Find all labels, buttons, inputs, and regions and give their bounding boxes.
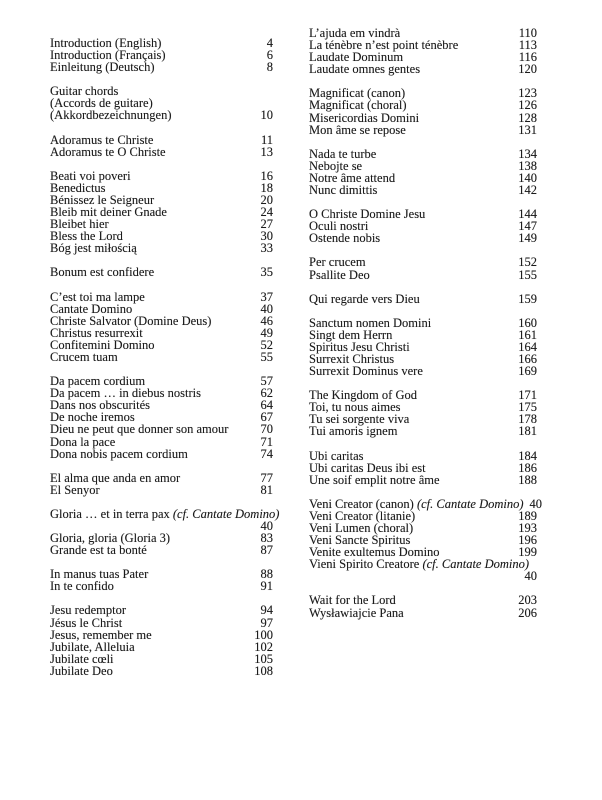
entry-page-number: 189 [518, 508, 537, 523]
entry-page-number: 102 [254, 639, 273, 654]
toc-entry [50, 291, 273, 303]
entry-page-number: 87 [260, 543, 273, 558]
toc-entry [309, 184, 537, 196]
entry-title: Introduction (Français) [50, 48, 166, 63]
entry-page-number: 159 [518, 291, 537, 306]
toc-entry [309, 256, 537, 268]
toc-entry [50, 629, 273, 641]
entry-page-number: 175 [518, 400, 537, 415]
entry-title: Ostende nobis [309, 231, 381, 246]
entry-title: Per crucem [309, 255, 366, 270]
entry-title: Jubilate Deo [50, 663, 113, 678]
toc-group [309, 317, 537, 377]
entry-page-number: 144 [518, 207, 537, 222]
entry-title: Venite exultemus Domino [309, 545, 440, 560]
toc-entry [50, 109, 273, 121]
entry-title: Wait for the Lord [309, 593, 396, 608]
toc-entry [309, 293, 537, 305]
entry-title: Bonum est confidere [50, 265, 155, 280]
entry-page-number: 91 [260, 579, 273, 594]
entry-title: Christus resurrexit [50, 325, 143, 340]
entry-title: Dona la pace [50, 434, 116, 449]
entry-title: Da pacem cordium [50, 374, 146, 389]
entry-page-number: 70 [260, 422, 273, 437]
entry-title: Magnificat (choral) [309, 98, 407, 113]
entry-page-number: 71 [260, 434, 273, 449]
entry-page-number: 113 [518, 38, 537, 53]
entry-title: Bless the Lord [50, 229, 123, 244]
entry-title: Christe Salvator (Domine Deus) [50, 313, 212, 328]
entry-title: Laudate Dominum [309, 50, 404, 65]
entry-title: Singt dem Herrn [309, 327, 393, 342]
toc-group [309, 87, 537, 135]
toc-group [50, 134, 273, 158]
entry-page-number: 140 [518, 170, 537, 185]
entry-title: (Akkordbezeichnungen) [50, 108, 172, 123]
toc-entry [309, 365, 537, 377]
entry-title: Misericordias Domini [309, 110, 420, 125]
entry-page-number: 20 [260, 192, 273, 207]
entry-page-number: 110 [518, 26, 537, 40]
toc-group [309, 256, 537, 280]
entry-page-number: 149 [518, 231, 537, 246]
toc-group [309, 389, 537, 437]
toc-group [50, 472, 273, 496]
entry-page-number: 64 [260, 398, 273, 413]
entry-page-number: 166 [518, 351, 537, 366]
entry-title: Psallite Deo [309, 267, 370, 282]
entry-page-number: 40 [524, 569, 537, 584]
toc-entry [50, 544, 273, 556]
toc-group [50, 85, 273, 121]
toc-entry [50, 146, 273, 158]
entry-page-number: 196 [518, 533, 537, 548]
entry-page-number: 35 [260, 265, 273, 280]
entry-page-number: 10 [260, 108, 273, 123]
entry-page-number: 178 [518, 412, 537, 427]
toc-group [50, 170, 273, 255]
entry-title [50, 507, 279, 521]
entry-page-number: 169 [518, 364, 537, 379]
entry-title: Laudate omnes gentes [309, 62, 421, 77]
entry-page-number: 188 [518, 472, 537, 487]
entry-page-number: 152 [518, 255, 537, 270]
toc-group [309, 594, 537, 618]
entry-page-number: 134 [518, 146, 537, 161]
entry-title: El alma que anda en amor [50, 470, 181, 485]
entry-page-number: 94 [260, 603, 273, 618]
entry-title: Une soif emplit notre âme [309, 472, 440, 487]
entry-page-number: 97 [260, 615, 273, 630]
toc-entry [309, 607, 537, 619]
entry-page-number: 11 [260, 132, 273, 147]
toc-group [309, 148, 537, 196]
entry-page-number: 105 [254, 651, 273, 666]
toc-entry [50, 472, 273, 484]
toc-entry [50, 665, 273, 677]
entry-title: Jesus, remember me [50, 627, 152, 642]
entry-page-number: 128 [518, 110, 537, 125]
toc-entry [309, 317, 537, 329]
entry-title: Surrexit Christus [309, 351, 395, 366]
entry-title: Nada te turbe [309, 146, 377, 161]
entry-page-number: 77 [260, 470, 273, 485]
entry-title: Toi, tu nous aimes [309, 400, 401, 415]
toc-entry [50, 303, 273, 315]
entry-title-text: Vieni Spirito Creatore [309, 557, 423, 572]
toc-entry [309, 558, 537, 582]
entry-title: Veni Creator (litanie) [309, 508, 416, 523]
toc-group [50, 37, 273, 73]
entry-page-number: 126 [518, 98, 537, 113]
entry-title: Benedictus [50, 180, 106, 195]
entry-page-number: 57 [260, 374, 273, 389]
entry-page-number: 131 [518, 122, 537, 137]
entry-page-number: 181 [518, 424, 537, 439]
entry-page-number: 88 [260, 567, 273, 582]
toc-entry [309, 269, 537, 281]
entry-title: Da pacem … in diebus nostris [50, 386, 202, 401]
entry-title: Veni Sancte Spiritus [309, 533, 411, 548]
entry-title: Dans nos obscurités [50, 398, 150, 413]
entry-page-number: 37 [260, 289, 273, 304]
toc-entry [50, 266, 273, 278]
entry-title: Introduction (English) [50, 36, 162, 50]
entry-page-number: 171 [518, 388, 537, 403]
toc-entry [50, 604, 273, 616]
entry-page-number: 155 [518, 267, 537, 282]
toc-column-right [309, 26, 543, 631]
entry-title: Mon âme se repose [309, 122, 406, 137]
toc-entry [309, 232, 537, 244]
toc-entry [309, 63, 537, 75]
entry-page-number: 55 [260, 349, 273, 364]
entry-title: Nebojte se [309, 158, 363, 173]
toc-group [50, 506, 280, 558]
entry-page-number: 46 [260, 313, 273, 328]
entry-page-number: 62 [260, 386, 273, 401]
entry-title: Gloria, gloria (Gloria 3) [50, 531, 171, 546]
entry-title: Oculi nostri [309, 219, 369, 234]
entry-page-number: 193 [518, 521, 537, 535]
entry-page-number: 161 [518, 327, 537, 342]
entry-page-number: 18 [260, 180, 273, 195]
entry-title: L’ajuda em vindrà [309, 26, 401, 40]
entry-page-number: 142 [518, 183, 537, 198]
entry-title: Jubilate cœli [50, 651, 114, 666]
toc-group [50, 291, 273, 364]
entry-page-number: 49 [260, 325, 273, 340]
entry-page-number: 100 [254, 627, 273, 642]
entry-page-number: 116 [518, 50, 537, 65]
entry-title: Beati voi poveri [50, 168, 131, 183]
entry-title-text: Veni Creator (canon) [309, 496, 417, 511]
entry-title: In te confido [50, 579, 114, 594]
entry-title: Guitar chords [50, 84, 119, 99]
toc-entry [309, 112, 537, 124]
toc-entry [50, 351, 273, 363]
toc-group [309, 496, 543, 584]
toc-entry [309, 450, 537, 462]
entry-page-number: 24 [260, 205, 273, 220]
entry-cross-reference: (cf. Cantate Domino) [422, 557, 530, 572]
entry-page-number: 13 [260, 144, 273, 159]
entry-title: El Senyor [50, 482, 100, 497]
toc-group [309, 293, 537, 305]
entry-title: O Christe Domine Jesu [309, 207, 426, 222]
entry-title: The Kingdom of God [309, 388, 417, 403]
entry-title: Adoramus te Christe [50, 132, 154, 147]
entry-title: Surrexit Dominus vere [309, 364, 423, 379]
toc-entry [50, 134, 273, 146]
entry-page-number: 8 [266, 60, 273, 75]
entry-page-number: 199 [518, 545, 537, 560]
entry-page-number: 40 [260, 301, 273, 316]
entry-page-number: 164 [518, 339, 537, 354]
toc-group [309, 208, 537, 244]
toc-entry [309, 124, 537, 136]
entry-title: Spiritus Jesu Christi [309, 339, 410, 354]
entry-title [309, 557, 529, 571]
entry-title: Qui regarde vers Dieu [309, 291, 420, 306]
toc-group [50, 266, 273, 278]
entry-page-number: 81 [260, 482, 273, 497]
toc-entry [50, 61, 273, 73]
toc-entry [309, 425, 537, 437]
toc-entry-page-line [309, 570, 537, 582]
entry-page-number: 160 [518, 315, 537, 330]
toc-entry-title-line [50, 506, 280, 521]
entry-title: Veni Lumen (choral) [309, 521, 414, 535]
toc-group [50, 568, 273, 592]
entry-title: (Accords de guitare) [50, 96, 153, 111]
entry-title: Wysławiajcie Pana [309, 605, 404, 620]
entry-page-number: 206 [518, 605, 537, 620]
entry-page-number: 16 [260, 168, 273, 183]
entry-title: Confitemini Domino [50, 337, 155, 352]
entry-page-number: 6 [266, 48, 273, 63]
entry-title: Jubilate, Alleluia [50, 639, 135, 654]
entry-title: Notre âme attend [309, 170, 396, 185]
toc-entry [50, 484, 273, 496]
entry-page-number: 186 [518, 460, 537, 475]
entry-title: Grande est ta bonté [50, 543, 147, 558]
entry-page-number: 52 [260, 337, 273, 352]
entry-page-number: 123 [518, 86, 537, 101]
entry-page-number: 203 [518, 593, 537, 608]
entry-page-number: 40 [529, 496, 543, 511]
entry-cross-reference: (cf. Cantate Domino) [172, 506, 280, 521]
toc-entry [309, 594, 537, 606]
entry-title: Tu sei sorgente viva [309, 412, 410, 427]
entry-page-number: 138 [518, 158, 537, 173]
entry-page-number: 108 [254, 663, 273, 678]
toc-entry [50, 436, 273, 448]
toc-group [50, 604, 273, 677]
entry-title: La ténèbre n’est point ténèbre [309, 38, 459, 53]
toc-entry [50, 617, 273, 629]
entry-title: Jésus le Christ [50, 615, 123, 630]
entry-title: De noche iremos [50, 410, 135, 425]
entry-title: Dona nobis pacem cordium [50, 446, 188, 461]
entry-page-number: 184 [518, 448, 537, 463]
entry-page-number: 74 [260, 446, 273, 461]
toc-group [50, 375, 273, 460]
entry-page-number: 27 [260, 217, 273, 232]
entry-title: C’est toi ma lampe [50, 289, 145, 304]
toc-entry [50, 506, 280, 533]
entry-title: Bleib mit deiner Gnade [50, 205, 167, 220]
entry-cross-reference: (cf. Cantate Domino) [416, 496, 524, 511]
toc-entry [50, 448, 273, 460]
entry-title: Bleibet hier [50, 217, 109, 232]
entry-title: Jesu redemptor [50, 603, 127, 618]
entry-title: Tui amoris ignem [309, 424, 398, 439]
entry-title: Adoramus te O Christe [50, 144, 166, 159]
toc-entry [50, 315, 273, 327]
entry-page-number: 83 [260, 531, 273, 546]
entry-page-number: 30 [260, 229, 273, 244]
entry-page-number: 147 [518, 219, 537, 234]
entry-title: Einleitung (Deutsch) [50, 60, 155, 75]
entry-page-number: 33 [260, 241, 273, 256]
toc-group [309, 27, 537, 75]
toc-entry [309, 99, 537, 111]
toc-entry [50, 580, 273, 592]
entry-page-number: 4 [266, 36, 273, 50]
entry-title: Sanctum nomen Domini [309, 315, 432, 330]
entry-title: Nunc dimittis [309, 183, 378, 198]
toc-entry-title-line [309, 558, 537, 570]
toc-group [309, 450, 537, 486]
entry-title: In manus tuas Pater [50, 567, 149, 582]
toc-column-left [50, 36, 280, 689]
entry-page-number: 120 [518, 62, 537, 77]
toc-entry [50, 242, 273, 254]
toc-entry [309, 462, 537, 474]
entry-title: Dieu ne peut que donner son amour [50, 422, 229, 437]
entry-title: Magnificat (canon) [309, 86, 406, 101]
entry-title: Crucem tuam [50, 349, 118, 364]
entry-page-number: 67 [260, 410, 273, 425]
entry-title: Bénissez le Seigneur [50, 192, 155, 207]
entry-title: Bóg jest miłością [50, 241, 137, 256]
toc-entry [309, 474, 537, 486]
entry-title: Ubi caritas [309, 448, 364, 463]
entry-title: Ubi caritas Deus ibi est [309, 460, 426, 475]
entry-page-number: 40 [260, 519, 273, 533]
toc-entry [50, 423, 273, 435]
entry-title-text: Gloria … et in terra pax [50, 506, 173, 521]
entry-title: Cantate Domino [50, 301, 133, 316]
